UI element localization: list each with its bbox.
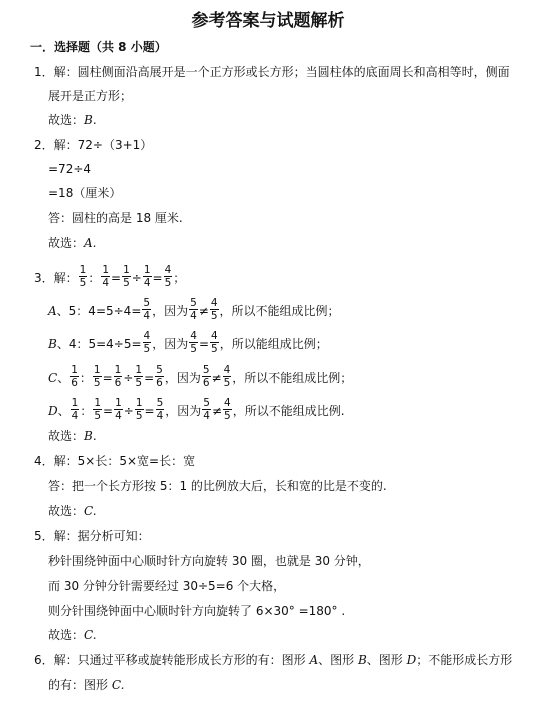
fraction: $\frac{1}{5}$ — [94, 397, 102, 422]
q3-choose: 故选：B. — [48, 429, 97, 443]
q2-line4: 答：圆柱的高是 18 厘米. — [48, 211, 183, 225]
fraction: $\frac{1}{5}$ — [93, 364, 101, 389]
q2-line1: 2．解：72÷（3+1） — [34, 138, 153, 152]
fraction: $\frac{1}{5}$ — [123, 264, 130, 289]
q1-choose: 故选：B. — [48, 113, 97, 127]
q5-line2: 秒针围绕钟面中心顺时针方向旋转 30 圈，也就是 30 分钟， — [48, 554, 370, 568]
fraction: $\frac{5}{6}$ — [156, 364, 163, 389]
fraction: $\frac{4}{5}$ — [211, 330, 218, 355]
page-title: 参考答案与试题解析 — [191, 11, 345, 31]
q2-line2: =72÷4 — [48, 162, 92, 176]
fraction: $\frac{5}{4}$ — [203, 397, 210, 422]
fraction: $\frac{5}{4}$ — [156, 397, 164, 422]
fraction: $\frac{4}{5}$ — [164, 264, 172, 289]
fraction: $\frac{4}{5}$ — [210, 297, 218, 322]
fraction: $\frac{1}{5}$ — [79, 264, 87, 289]
fraction: $\frac{5}{4}$ — [190, 297, 197, 322]
q2-line3: =18（厘米） — [48, 186, 122, 200]
fraction: $\frac{1}{6}$ — [114, 364, 122, 389]
q6-line1: 6．解：只通过平移或旋转能形成长方形的有：图形 A、图形 B、图形 D；不能形成长方形 — [34, 653, 513, 667]
q3-option-a: A、5：4=5÷4= $\frac{5}{4}$ ，因为 $\frac{5}{4}$ ≠ $\frac{4}{5}$ ，所以不能组成比例； — [48, 297, 340, 322]
q1-line2: 展开是正方形； — [48, 89, 133, 103]
fraction: $\frac{1}{5}$ — [135, 364, 143, 389]
q3-option-d: D、 $\frac{1}{4}$ ： $\frac{1}{5}$ = $\frac{1}{4}$ ÷ $\frac{1}{5}$ = $\frac{5}{4}$ ，因为 $\frac{5}{4}$ ≠ $\frac{4}{5}$ ，所以不能组成比例. — [48, 397, 345, 422]
fraction: $\frac{1}{4}$ — [102, 264, 110, 289]
q6-line2: 的有：图形 C. — [48, 678, 125, 692]
fraction: $\frac{4}{5}$ — [223, 364, 231, 389]
fraction: $\frac{1}{4}$ — [71, 397, 79, 422]
q4-line1: 4．解：5×长：5×宽=长：宽 — [34, 454, 196, 468]
q3-option-b: B、4：5=4÷5= $\frac{4}{5}$ ，因为 $\frac{4}{5}$ = $\frac{4}{5}$ ，所以能组成比例； — [48, 330, 328, 355]
section-heading: 一．选择题（共 8 小题） — [30, 40, 167, 54]
q5-line4: 则分针围绕钟面中心顺时针方向旋转了 6×30° =180° . — [48, 604, 346, 618]
fraction: $\frac{5}{4}$ — [143, 297, 151, 322]
fraction: $\frac{4}{5}$ — [190, 330, 197, 355]
q1-line1: 1．解：圆柱侧面沿高展开是一个正方形或长方形；当圆柱体的底面周长和高相等时，侧面 — [34, 65, 510, 79]
q5-line1: 5．解：据分析可知： — [34, 529, 150, 543]
fraction: $\frac{1}{5}$ — [135, 397, 143, 422]
q5-choose: 故选：C. — [48, 628, 97, 642]
q4-choose: 故选：C. — [48, 504, 97, 518]
q4-line2: 答：把一个长方形按 5：1 的比例放大后，长和宽的比是不变的. — [48, 479, 387, 493]
q2-choose: 故选：A. — [48, 236, 97, 250]
q5-line3: 而 30 分钟分针需要经过 30÷5=6 个大格， — [48, 579, 286, 593]
fraction: $\frac{1}{4}$ — [143, 264, 151, 289]
fraction: $\frac{5}{6}$ — [202, 364, 210, 389]
q3-head: 3．解： $\frac{1}{5}$ ： $\frac{1}{4}$ = $\frac{1}{5}$ ÷ $\frac{1}{4}$ = $\frac{4}{5}$ ； — [34, 264, 186, 289]
q3-option-c: C、 $\frac{1}{6}$ ： $\frac{1}{5}$ = $\frac{1}{6}$ ÷ $\frac{1}{5}$ = $\frac{5}{6}$ ，因为 $\frac{5}{6}$ ≠ $\frac{4}{5}$ ，所以不能组成比例； — [48, 364, 353, 389]
fraction: $\frac{1}{6}$ — [71, 364, 78, 389]
fraction: $\frac{1}{4}$ — [115, 397, 122, 422]
fraction: $\frac{4}{5}$ — [224, 397, 231, 422]
fraction: $\frac{4}{5}$ — [143, 330, 151, 355]
